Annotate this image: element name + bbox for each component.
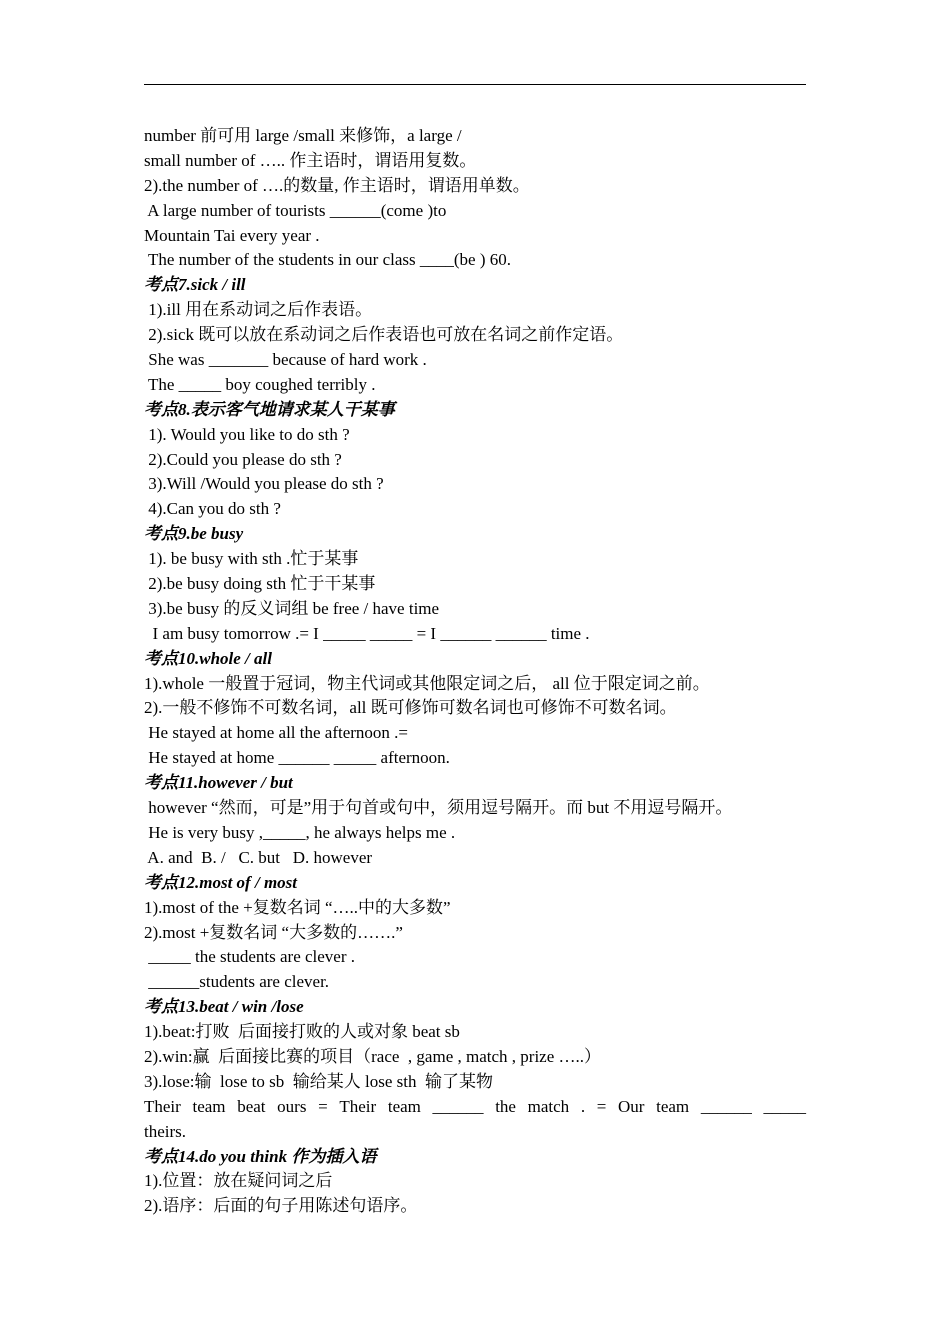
text-line: 2).the number of ….的数量, 作主语时，谓语用单数。	[144, 175, 530, 195]
text-line: I am busy tomorrow .= I _____ _____ = I ______ ______ time .	[144, 623, 590, 643]
text-line: 3).be busy 的反义词组 be free / have time	[144, 598, 440, 618]
text-line: 2).be busy doing sth 忙于干某事	[144, 574, 376, 594]
text-line: 2).语序：后面的句子用陈述句语序。	[144, 1196, 418, 1216]
section-heading-7: 考点7.sick / ill	[144, 275, 246, 295]
section-heading-11: 考点11.however / but	[144, 773, 293, 793]
text-line: 2).most +复数名词 “大多数的…….”	[144, 922, 403, 942]
text-line: He is very busy ,_____, he always helps me .	[144, 822, 456, 842]
justified-word: Their	[339, 1096, 377, 1116]
text-line: 1). be busy with sth .忙于某事	[144, 549, 359, 569]
section-heading-13: 考点13.beat / win /lose	[144, 997, 304, 1017]
text-line: however “然而，可是”用于句首或句中，须用逗号隔开。而 but 不用逗号隔开。	[144, 798, 733, 818]
text-line: _____ the students are clever .	[144, 947, 356, 967]
text-line: The number of the students in our class ____(be ) 60.	[144, 250, 512, 270]
justified-word: team	[656, 1096, 690, 1116]
justified-word: =	[596, 1096, 607, 1116]
section-heading-12: 考点12.most of / most	[144, 872, 298, 892]
justified-word: team	[387, 1096, 421, 1116]
justified-word: the	[495, 1096, 516, 1116]
justified-word: _____	[763, 1096, 806, 1116]
justified-word: ______	[432, 1096, 484, 1116]
section-heading-8: 考点8.表示客气地请求某人干某事	[144, 399, 395, 419]
justified-word: match	[527, 1096, 570, 1116]
text-line: 2).一般不修饰不可数名词，all 既可修饰可数名词也可修饰不可数名词。	[144, 698, 677, 718]
text-line: number 前可用 large /small 来修饰，a large /	[144, 126, 462, 145]
section-heading-14: 考点14.do you think 作为插入语	[144, 1146, 377, 1166]
justified-word: Our	[618, 1096, 645, 1116]
justified-word: team	[192, 1096, 226, 1116]
text-line: small number of ….. 作主语时，谓语用复数。	[144, 150, 477, 170]
text-line: 2).win:赢 后面接比赛的项目（race , game , match , prize …..）	[144, 1046, 602, 1066]
justified-text-line	[144, 1095, 806, 1120]
text-line: He stayed at home ______ _____ afternoon.	[144, 748, 450, 768]
text-line: theirs.	[144, 1121, 187, 1141]
justified-word: beat	[237, 1096, 266, 1116]
text-line: 2).Could you please do sth ?	[144, 449, 342, 469]
text-line: He stayed at home all the afternoon .=	[144, 723, 409, 743]
text-line: The _____ boy coughed terribly .	[144, 374, 376, 394]
text-line: Mountain Tai every year .	[144, 225, 320, 245]
justified-word: =	[318, 1096, 328, 1116]
text-line: ______students are clever.	[144, 972, 330, 992]
text-line: A large number of tourists ______(come )to	[144, 200, 447, 220]
justified-word: Their	[144, 1096, 181, 1116]
text-line: A. and B. / C. but D. however	[144, 847, 373, 867]
justified-word: .	[580, 1096, 586, 1116]
section-heading-10: 考点10.whole / all	[144, 648, 272, 668]
section-heading-9: 考点9.be busy	[144, 524, 244, 544]
text-line: 3).Will /Would you please do sth ?	[144, 474, 384, 494]
text-line: 2).sick 既可以放在系动词之后作表语也可放在名词之前作定语。	[144, 325, 624, 345]
text-line: 1).whole 一般置于冠词，物主代词或其他限定词之后， all 位于限定词之前。	[144, 673, 710, 693]
header-rule	[144, 84, 806, 85]
text-line: 4).Can you do sth ?	[144, 499, 281, 519]
text-line: 1). Would you like to do sth ?	[144, 424, 350, 444]
text-line: 1).ill 用在系动词之后作表语。	[144, 300, 373, 320]
justified-word: ______	[700, 1096, 752, 1116]
text-line: 1).beat:打败 后面接打败的人或对象 beat sb	[144, 1022, 460, 1042]
text-line: 1).位置：放在疑问词之后	[144, 1171, 333, 1191]
text-line: 1).most of the +复数名词 “…..中的大多数”	[144, 897, 451, 917]
document-body	[144, 124, 806, 1219]
text-line: 3).lose:输 lose to sb 输给某人 lose sth 输了某物	[144, 1071, 493, 1091]
text-line: She was _______ because of hard work .	[144, 350, 427, 370]
justified-word: ours	[277, 1096, 307, 1116]
